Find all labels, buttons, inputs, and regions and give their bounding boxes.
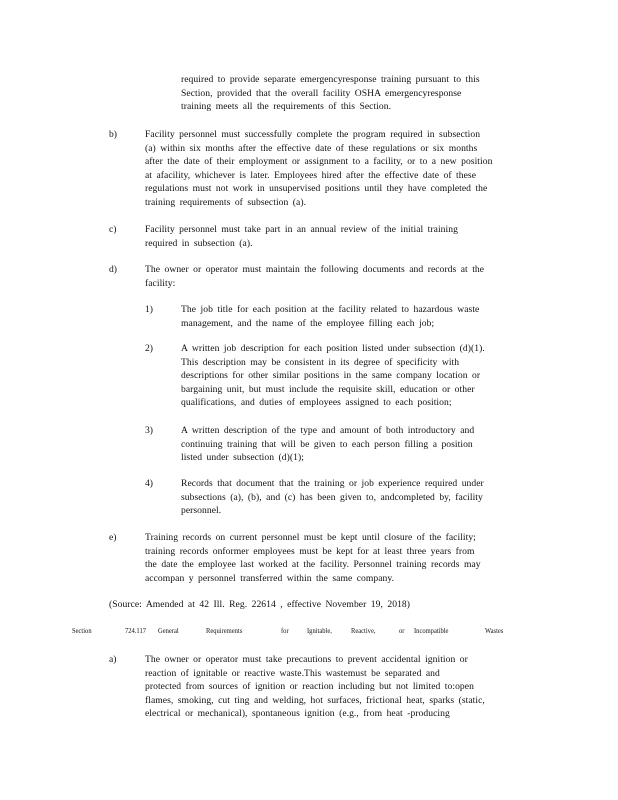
text-line: at afacility, whichever is later. Employees hired after the effective date of these <box>145 169 477 181</box>
text-line: subsections (a), (b), and (c) has been given to, andcompleted by, facility <box>181 491 483 503</box>
text-line: training records onformer employees must be kept for at least three years from <box>145 545 475 557</box>
section-title-word: Requirements <box>206 626 243 635</box>
text-line: training requirements of subsection (a). <box>145 196 307 208</box>
text-line: This description may be consistent in its degree of specificity with <box>181 356 460 368</box>
section-title-word: Ignitable, <box>307 626 332 635</box>
text-line: protected from sources of ignition or reaction including but not limited to:open <box>145 681 474 693</box>
text-line: The owner or operator must take precautions to prevent accidental ignition or <box>145 654 468 665</box>
section-number: 724.117 <box>125 626 146 635</box>
text-line: flames, smoking, cut ting and welding, hot surfaces, frictional heat, sparks (static, <box>145 694 485 706</box>
item-marker-b: b) <box>109 129 117 140</box>
source-note <box>109 598 410 612</box>
section-label: Section <box>72 626 92 635</box>
subitem-marker-3: 3) <box>145 425 153 436</box>
subitem-4-paragraph <box>181 477 484 518</box>
text-line: descriptions for other similar positions in the same company location or <box>181 370 481 382</box>
text-line: Facility personnel must take part in an annual review of the initial training <box>145 224 458 235</box>
section-title-word: Wastes <box>485 626 504 635</box>
subitem-marker-1: 1) <box>145 304 153 315</box>
text-line: The owner or operator must maintain the following documents and records at the <box>145 264 485 275</box>
intro-paragraph <box>181 73 480 114</box>
item-marker-e: e) <box>109 532 117 543</box>
item-marker-c: c) <box>109 224 117 235</box>
text-line: training meets all the requirements of this Section. <box>181 101 392 113</box>
text-line: electrical or mechanical), spontaneous ignition (e.g., from heat -producing <box>145 708 450 720</box>
text-line: Facility personnel must successfully complete the program required in subsection <box>145 129 481 140</box>
text-line: A written job description for each position listed under subsection (d)(1). <box>181 343 485 354</box>
text-line: The job title for each position at the facility related to hazardous waste <box>181 304 480 315</box>
subitem-1-paragraph <box>181 303 479 330</box>
text-line: regulations must not work in unsupervised positions until they have completed the <box>145 183 488 195</box>
section-title-word: Reactive, <box>351 626 376 635</box>
item-c-paragraph <box>145 223 458 250</box>
text-line: personnel. <box>181 505 222 517</box>
item-marker-d: d) <box>109 264 117 275</box>
subitem-2-paragraph <box>181 342 485 410</box>
text-line: Training records on current personnel must be kept until closure of the facility; <box>145 532 476 543</box>
section-title-word: for <box>281 626 289 635</box>
text-line: Section, provided that the overall facility OSHA emergencyresponse <box>181 87 462 99</box>
section-title-word: or <box>399 626 405 635</box>
text-line: after the date of their employment or assignment to a facility, or to a new position <box>145 156 493 168</box>
text-line: required in subsection (a). <box>145 237 253 249</box>
item-e-paragraph <box>145 531 481 585</box>
subitem-3-paragraph <box>181 424 474 465</box>
text-line: the date the employee last worked at the facility. Personnel training records may <box>145 559 481 571</box>
text-line: listed under subsection (d)(1); <box>181 452 304 464</box>
item-a-paragraph <box>145 653 485 721</box>
text-line: accompan y personnel transferred within the same company. <box>145 572 395 584</box>
text-line: continuing training that will be given to each person filling a position <box>181 438 473 450</box>
subitem-marker-4: 4) <box>145 478 153 489</box>
text-line: required to provide separate emergencyresponse training pursuant to this <box>181 74 480 85</box>
section-title-word: Incompatible <box>414 626 449 635</box>
section-title-word: General <box>158 626 179 635</box>
text-line: reaction of ignitable or reactive waste.This wastemust be separated and <box>145 667 440 679</box>
text-line: A written description of the type and amount of both introductory and <box>181 425 475 436</box>
text-line: (Source: Amended at 42 Ill. Reg. 22614 , effective November 19, 2018) <box>109 599 411 610</box>
subitem-marker-2: 2) <box>145 343 153 354</box>
text-line: management, and the name of the employee filling each job; <box>181 317 435 329</box>
item-b-paragraph <box>145 128 492 210</box>
text-line: (a) within six months after the effective date of these regulations or six months <box>145 142 478 154</box>
text-line: Records that document that the training or job experience required under <box>181 478 484 489</box>
item-marker-a: a) <box>109 654 117 665</box>
item-d-paragraph <box>145 263 484 290</box>
text-line: facility: <box>145 277 176 289</box>
text-line: qualifications, and duties of employees assigned to each position; <box>181 397 452 409</box>
text-line: bargaining unit, but must include the requisite skill, education or other <box>181 383 475 395</box>
